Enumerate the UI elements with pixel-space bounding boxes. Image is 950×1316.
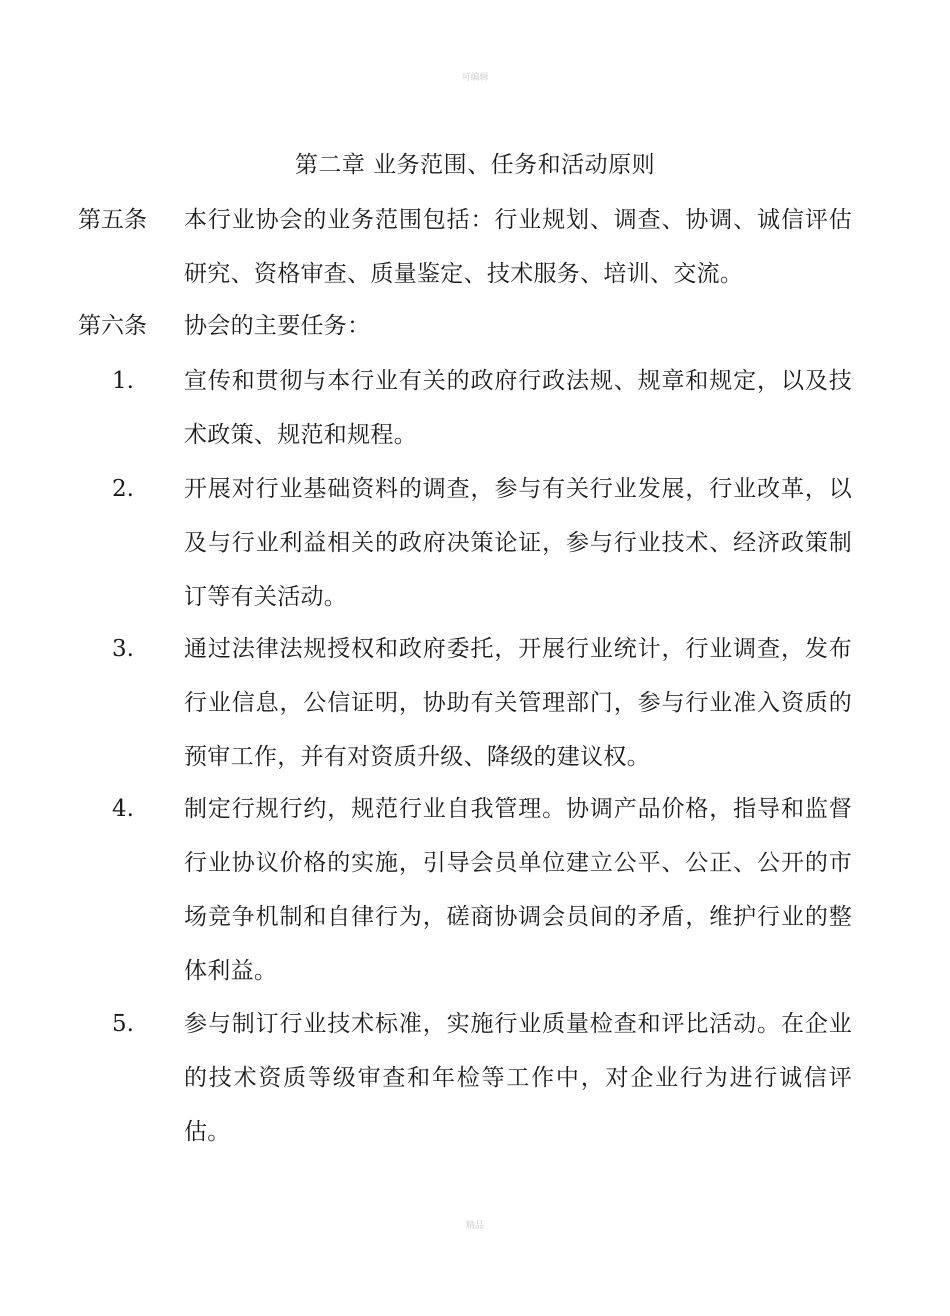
task-number: 3. xyxy=(112,636,134,662)
task-number: 5. xyxy=(112,1011,134,1037)
task-item-4 xyxy=(78,782,878,998)
article-5 xyxy=(78,193,878,301)
task-item-1 xyxy=(78,354,878,462)
task-number: 1. xyxy=(112,368,134,394)
task-text: 开展对行业基础资料的调查，参与有关行业发展，行业改革，以及与行业利益相关的政府决策论证，参与行业技术、经济政策制订等有关活动。 xyxy=(184,476,852,610)
task-item-2 xyxy=(78,462,878,624)
article-6 xyxy=(78,299,878,353)
article-number: 第六条 xyxy=(78,313,147,339)
task-number: 2. xyxy=(112,476,134,502)
article-number: 第五条 xyxy=(78,207,147,233)
task-text: 制定行规行约，规范行业自我管理。协调产品价格，指导和监督行业协议价格的实施，引导会员单位建立公平、公正、公开的市场竞争机制和自律行为，磋商协调会员间的矛盾，维护行业的整体利益。 xyxy=(184,796,852,984)
task-text: 通过法律法规授权和政府委托，开展行业统计，行业调查，发布行业信息，公信证明，协助有关管理部门，参与行业准入资质的预审工作，并有对资质升级、降级的建议权。 xyxy=(184,636,852,770)
task-text: 参与制订行业技术标准，实施行业质量检查和评比活动。在企业的技术资质等级审查和年检等工作中，对企业行为进行诚信评估。 xyxy=(184,1011,852,1145)
task-text: 宣传和贯彻与本行业有关的政府行政法规、规章和规定，以及技术政策、规范和规程。 xyxy=(184,368,852,448)
task-item-5 xyxy=(78,997,878,1159)
footer-watermark: 精品 xyxy=(465,1221,484,1231)
task-item-3 xyxy=(78,622,878,784)
article-text: 本行业协会的业务范围包括：行业规划、调查、协调、诚信评估研究、资格审查、质量鉴定、技术服务、培训、交流。 xyxy=(184,207,852,287)
chapter-title: 第二章 业务范围、任务和活动原则 xyxy=(294,152,656,178)
header-watermark: 可编辑 xyxy=(461,73,489,83)
task-number: 4. xyxy=(112,796,134,822)
article-text: 协会的主要任务： xyxy=(184,313,371,339)
